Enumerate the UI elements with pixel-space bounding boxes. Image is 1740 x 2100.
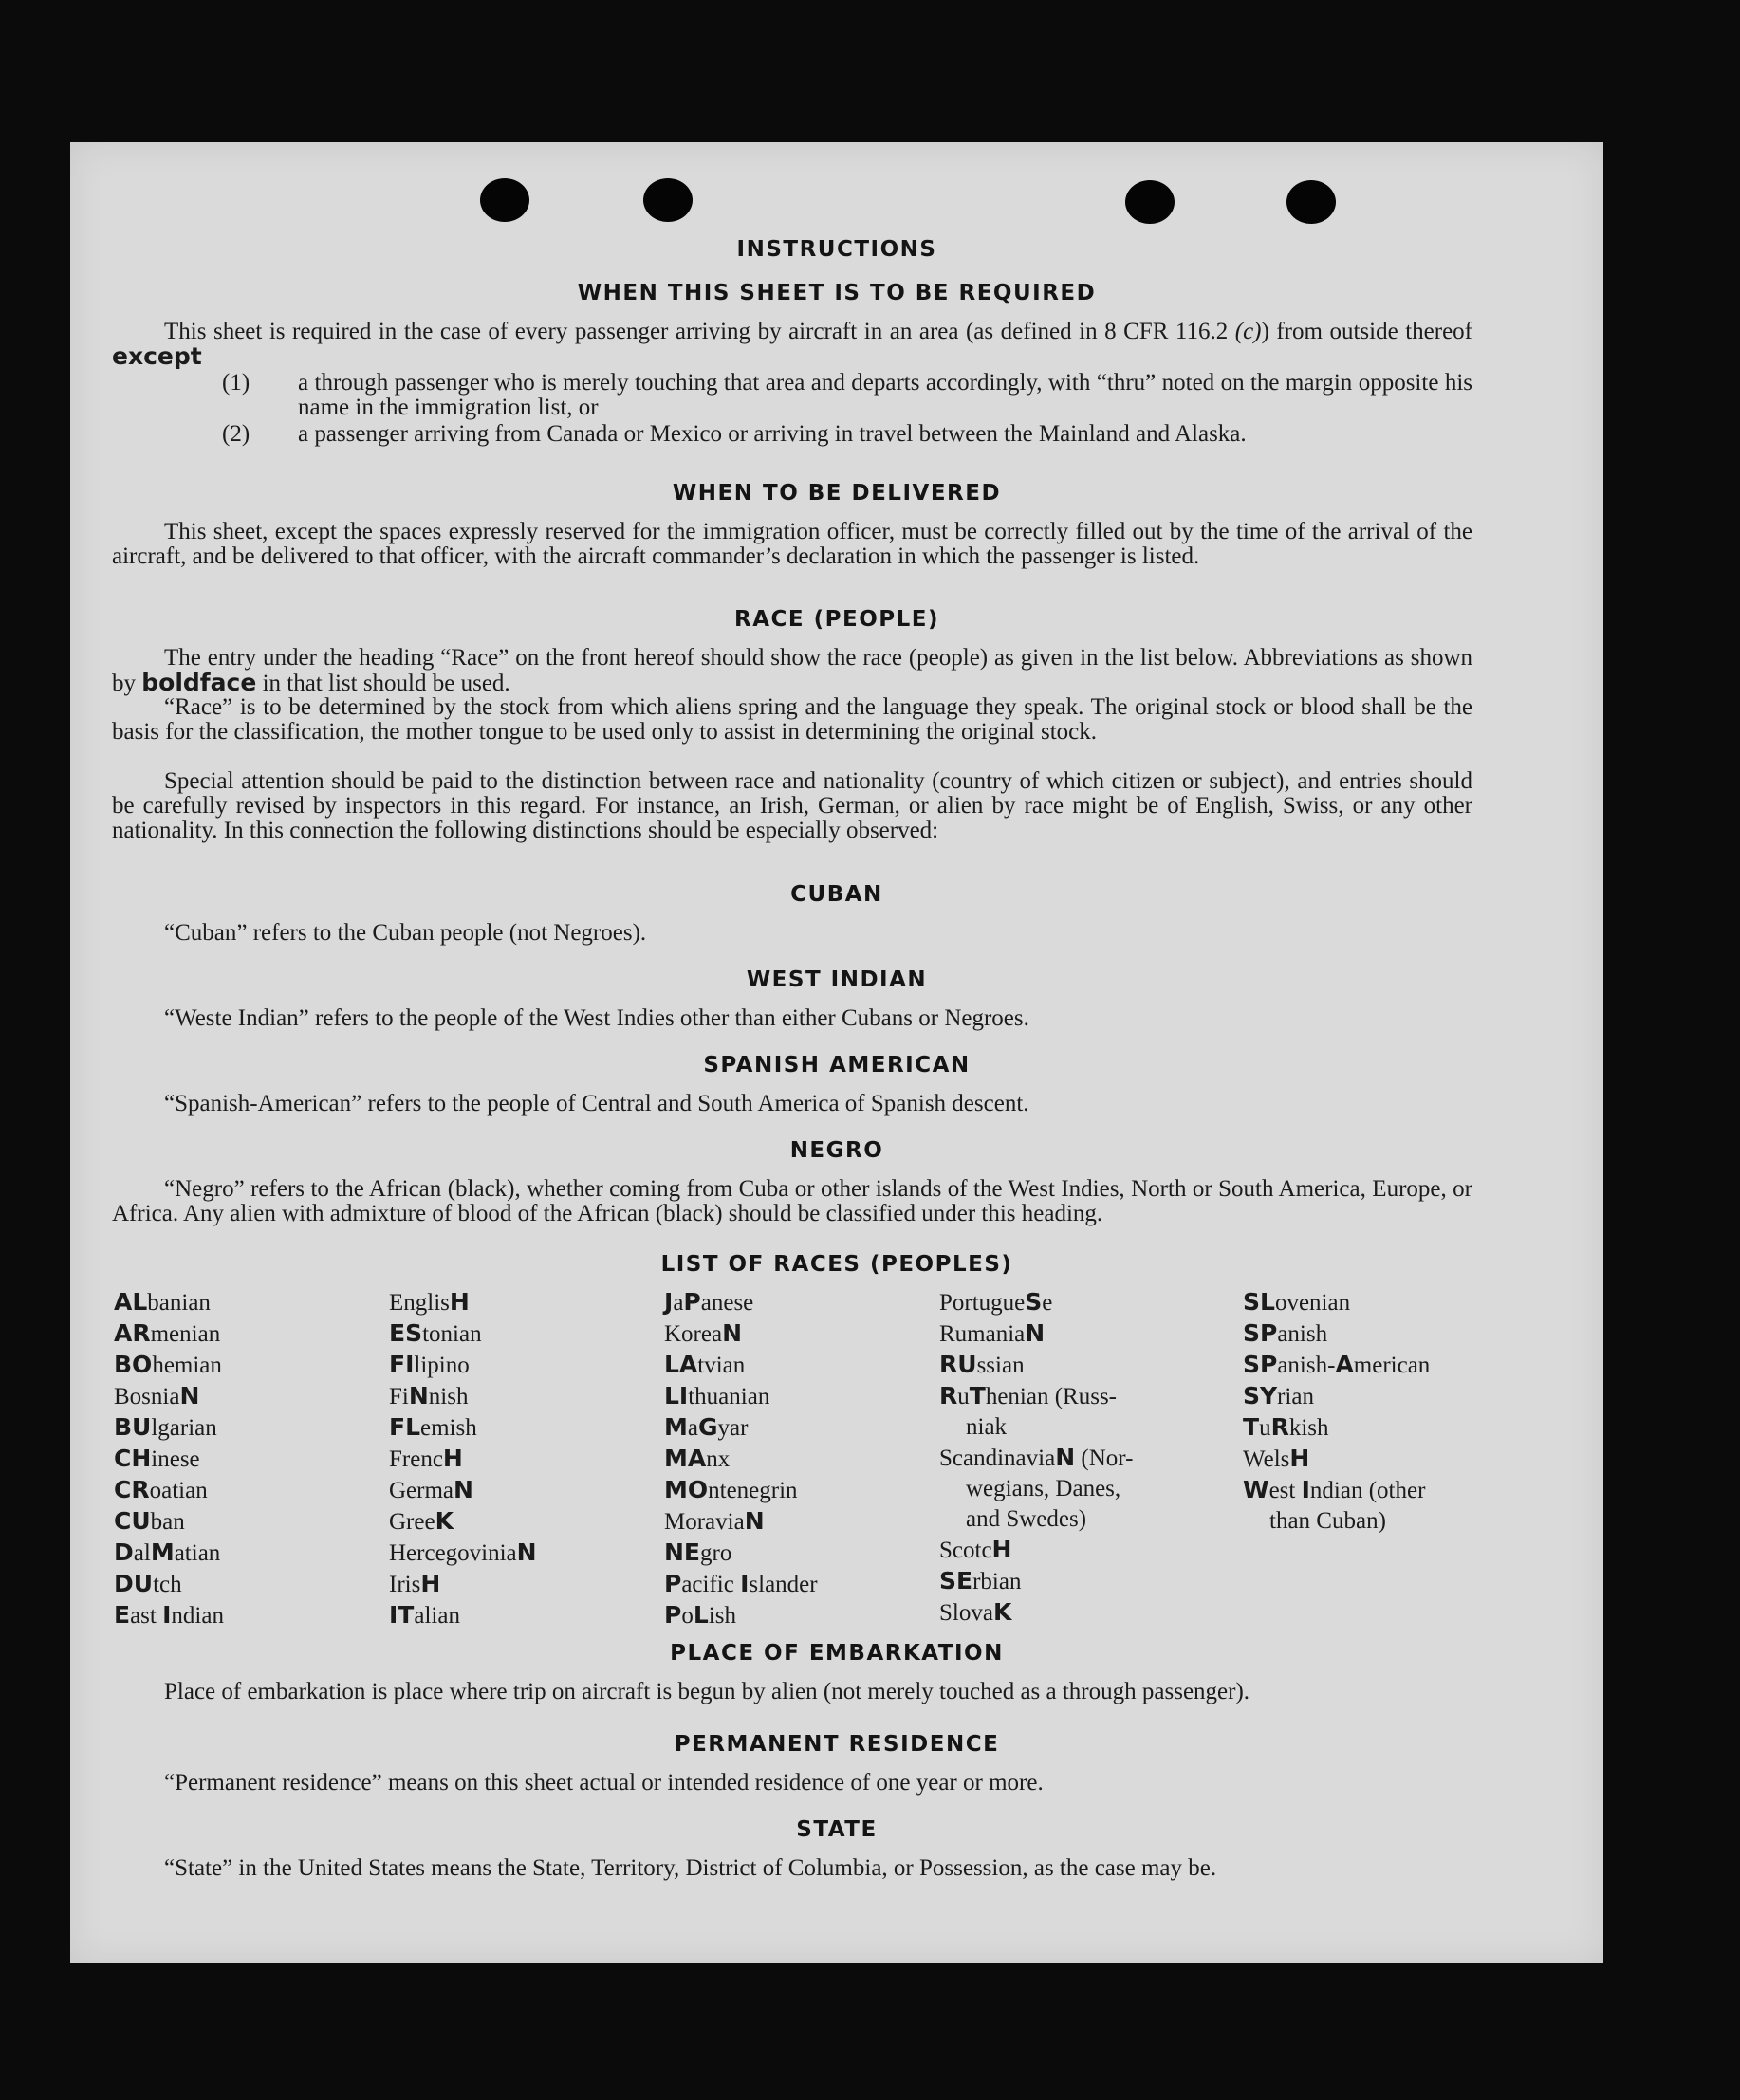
race-abbreviation: MA <box>664 1445 707 1472</box>
race-entry <box>389 1444 537 1475</box>
race-name-text: emish <box>420 1415 477 1441</box>
race-name-text: and Swedes) <box>966 1506 1087 1532</box>
race-abbreviation: FI <box>389 1351 415 1378</box>
race-abbreviation: P <box>664 1601 682 1629</box>
punch-hole <box>1286 180 1336 224</box>
race-name-text: nx <box>706 1446 731 1472</box>
race-abbreviation: AR <box>114 1319 151 1347</box>
race-abbreviation: AL <box>114 1288 148 1316</box>
race-entry <box>114 1444 224 1475</box>
race-entry <box>389 1475 537 1506</box>
race-name-text: anese <box>700 1290 754 1316</box>
race-abbreviation: N <box>516 1538 537 1566</box>
race-abbreviation: N <box>454 1476 473 1503</box>
race-entry <box>939 1535 1133 1566</box>
race-entry <box>1243 1444 1430 1475</box>
race-name-text: rbian <box>972 1569 1022 1594</box>
race-name-text: slander <box>749 1572 818 1597</box>
punch-hole <box>480 178 529 222</box>
state-heading: STATE <box>796 1817 878 1842</box>
race-entry <box>664 1412 818 1444</box>
race-entry <box>389 1318 537 1350</box>
race-name-text: al <box>133 1540 151 1566</box>
race-abbreviation: SP <box>1243 1351 1278 1378</box>
race-entry <box>664 1381 818 1412</box>
race-name-text: lipino <box>414 1353 470 1378</box>
embarkation-paragraph: Place of embarkation is place where trip on aircraft is begun by alien (not merely touched as a through passenger). <box>164 1679 1250 1704</box>
race-name-text: ovenian <box>1274 1290 1351 1316</box>
cfr-reference: (c) <box>1234 319 1262 344</box>
race-name-text: ast <box>130 1603 163 1629</box>
race-entry <box>1243 1475 1430 1506</box>
required-intro: This sheet is required in the case of every passenger arriving by aircraft in an area (as defined in 8 CFR 116.2 <box>164 319 1235 344</box>
state-paragraph: “State” in the United States means the State, Territory, District of Columbia, or Possession, as the case may be. <box>164 1855 1217 1881</box>
race-name-text: inese <box>151 1446 200 1472</box>
race-name-text: banian <box>147 1290 211 1316</box>
race-entry <box>1243 1350 1430 1381</box>
spanish-american-heading: SPANISH AMERICAN <box>703 1053 971 1078</box>
document-sheet <box>70 142 1603 1963</box>
residence-paragraph: “Permanent residence” means on this sheet actual or intended residence of one year or more. <box>164 1770 1044 1796</box>
race-entry <box>114 1506 224 1538</box>
race-abbreviation: N <box>1055 1444 1076 1471</box>
delivered-paragraph: This sheet, except the spaces expressly reserved for the immigration officer, must be correctly filled out by the time of the arrival of the aircraft, and be delivered to that officer, with the aircraft commander’s declaration in which the passenger is listed. <box>112 519 1472 569</box>
list-of-races-heading: LIST OF RACES (PEOPLES) <box>660 1252 1013 1277</box>
race-name-text: Portugue <box>939 1290 1026 1316</box>
race-entry <box>1243 1412 1430 1444</box>
race-entry <box>389 1381 537 1412</box>
race-entry <box>389 1569 537 1600</box>
race-abbreviation: K <box>992 1598 1012 1626</box>
race-abbreviation: FL <box>389 1413 421 1441</box>
when-required-heading: WHEN THIS SHEET IS TO BE REQUIRED <box>577 281 1097 305</box>
race-name-text: than Cuban) <box>1269 1508 1386 1534</box>
race-name-text: merican <box>1353 1353 1431 1378</box>
race-entry <box>664 1287 818 1318</box>
cuban-heading: CUBAN <box>790 882 883 907</box>
race-abbreviation: N <box>179 1382 200 1409</box>
race-abbreviation: DU <box>114 1570 154 1597</box>
race-entry <box>939 1381 1133 1412</box>
race-name-text: Germa <box>389 1478 454 1503</box>
race-name-text: tonian <box>422 1321 482 1347</box>
west-indian-heading: WEST INDIAN <box>746 967 928 992</box>
race-name-text: hemian <box>152 1353 222 1378</box>
race-entry <box>389 1412 537 1444</box>
race-entry <box>664 1538 818 1569</box>
race-name-text: tch <box>153 1572 182 1597</box>
race-p1-text: The entry under the heading “Race” on the front hereof should show the race (people) as given in the list below. Abbreviations as shown by <box>112 645 1472 696</box>
race-name-text: oatian <box>149 1478 208 1503</box>
race-name-text: nish <box>428 1384 469 1409</box>
race-entry <box>389 1506 537 1538</box>
race-abbreviation: J <box>664 1288 674 1316</box>
race-abbreviation: RU <box>939 1351 977 1378</box>
race-name-text: tvian <box>697 1353 746 1378</box>
item-number: (1) <box>222 370 250 396</box>
race-entry <box>939 1597 1133 1629</box>
race-name-text: Wels <box>1243 1446 1290 1472</box>
race-name-text: acific <box>681 1572 741 1597</box>
race-entry <box>664 1475 818 1506</box>
race-name-text: a <box>673 1290 684 1316</box>
race-entry <box>664 1318 818 1350</box>
race-abbreviation: L <box>693 1601 709 1629</box>
race-abbreviation: D <box>114 1538 134 1566</box>
race-abbreviation: P <box>683 1288 701 1316</box>
race-abbreviation: M <box>150 1538 175 1566</box>
race-name-text: a <box>687 1415 698 1441</box>
spanish-american-paragraph: “Spanish-American” refers to the people of Central and South America of Spanish descent. <box>164 1091 1029 1116</box>
race-name-text: ntenegrin <box>708 1478 798 1503</box>
race-name-text: (Nor- <box>1075 1446 1134 1471</box>
race-abbreviation: W <box>1243 1476 1269 1503</box>
race-abbreviation: T <box>969 1382 986 1409</box>
race-abbreviation: H <box>420 1570 441 1597</box>
race-name-text: rian <box>1277 1384 1314 1409</box>
item-number: (2) <box>222 421 250 447</box>
race-paragraph-3: Special attention should be paid to the distinction between race and nationality (country of which citizen or subject), and entries should be carefully revised by inspectors in this regard. For instance, an Irish, German, or alien by race might be of English, Swiss, or any other nationality. In this connection the following distinctions should be especially observed: <box>112 768 1472 843</box>
required-paragraph <box>112 320 1472 370</box>
race-name-text: Englis <box>389 1290 450 1316</box>
race-name-text: ndian (other <box>1309 1478 1426 1503</box>
races-column-2 <box>389 1287 537 1631</box>
race-name-text: yar <box>717 1415 749 1441</box>
race-abbreviation: R <box>939 1382 958 1409</box>
race-entry <box>114 1350 224 1381</box>
race-entry <box>114 1569 224 1600</box>
race-paragraph-1 <box>112 646 1472 696</box>
race-entry <box>1243 1287 1430 1318</box>
race-name-text: Hercegovinia <box>389 1540 517 1566</box>
race-abbreviation: BU <box>114 1413 152 1441</box>
race-abbreviation: H <box>442 1445 463 1472</box>
race-abbreviation: N <box>722 1319 743 1347</box>
race-entry-continuation <box>1243 1506 1430 1537</box>
race-entry <box>1243 1381 1430 1412</box>
race-name-text: ban <box>150 1509 185 1535</box>
race-abbreviation: I <box>740 1570 750 1597</box>
race-name-text: Rumania <box>939 1321 1026 1347</box>
race-name-text: lgarian <box>151 1415 217 1441</box>
race-entry <box>114 1318 224 1350</box>
race-abbreviation: S <box>1025 1288 1043 1316</box>
negro-heading: NEGRO <box>789 1138 884 1163</box>
race-p1-tail: in that list should be used. <box>256 671 510 696</box>
race-abbreviation: H <box>449 1288 470 1316</box>
race-abbreviation: P <box>664 1570 682 1597</box>
race-entry <box>664 1600 818 1631</box>
races-column-1 <box>114 1287 224 1631</box>
race-name-text: alian <box>414 1603 460 1629</box>
race-entry <box>114 1412 224 1444</box>
race-abbreviation: ES <box>389 1319 423 1347</box>
race-entry <box>664 1506 818 1538</box>
race-entry <box>114 1475 224 1506</box>
race-abbreviation: N <box>744 1507 765 1535</box>
race-name-text: Frenc <box>389 1446 443 1472</box>
race-entry-continuation <box>939 1474 1133 1504</box>
race-abbreviation: M <box>664 1413 688 1441</box>
race-entry <box>114 1600 224 1631</box>
race-name-text: gro <box>700 1540 732 1566</box>
race-entry <box>664 1350 818 1381</box>
race-abbreviation: BO <box>114 1351 153 1378</box>
race-abbreviation: MO <box>664 1476 709 1503</box>
race-name-text: u <box>957 1384 970 1409</box>
race-paragraph-2: “Race” is to be determined by the stock from which aliens spring and the language they speak. The original stock or blood shall be the basis for the classification, the mother tongue to be used only to assist in determining the original stock. <box>112 694 1472 745</box>
race-name-text: thuanian <box>688 1384 770 1409</box>
race-abbreviation: SL <box>1243 1288 1275 1316</box>
race-name-text: kish <box>1288 1415 1329 1441</box>
race-abbreviation: I <box>1301 1476 1310 1503</box>
race-abbreviation: NE <box>664 1538 701 1566</box>
punch-hole <box>643 178 693 222</box>
race-name-text: Scandinavia <box>939 1446 1056 1471</box>
embarkation-heading: PLACE OF EMBARKATION <box>670 1641 1004 1666</box>
race-entry <box>389 1600 537 1631</box>
negro-paragraph: “Negro” refers to the African (black), whether coming from Cuba or other islands of the West Indies, North or South America, Europe, or Africa. Any alien with admixture of blood of the African (black) should be classified under this heading. <box>112 1176 1472 1226</box>
race-abbreviation: N <box>408 1382 429 1409</box>
race-abbreviation: SY <box>1243 1382 1278 1409</box>
race-name-text: est <box>1268 1478 1302 1503</box>
race-abbreviation: CR <box>114 1476 150 1503</box>
race-entry <box>389 1350 537 1381</box>
item-text: a through passenger who is merely touching that area and departs accordingly, with “thru” noted on the margin opposite his name in the immigration list, or <box>298 370 1472 420</box>
race-entry <box>389 1538 537 1569</box>
race-heading: RACE (PEOPLE) <box>734 607 939 632</box>
cuban-paragraph: “Cuban” refers to the Cuban people (not Negroes). <box>164 920 647 946</box>
race-entry-continuation <box>939 1504 1133 1535</box>
race-name-text: Slova <box>939 1600 993 1626</box>
west-indian-paragraph: “Weste Indian” refers to the people of the West Indies other than either Cubans or Negroes. <box>164 1005 1029 1031</box>
race-entry <box>114 1287 224 1318</box>
race-name-text: Fi <box>389 1384 409 1409</box>
race-name-text: ndian <box>171 1603 224 1629</box>
race-entry <box>1243 1318 1430 1350</box>
race-entry <box>939 1350 1133 1381</box>
race-name-text: Bosnia <box>114 1384 180 1409</box>
race-entry <box>664 1569 818 1600</box>
race-abbreviation: LI <box>664 1382 689 1409</box>
race-name-text: henian (Russ- <box>985 1384 1117 1409</box>
race-name-text: u <box>1259 1415 1271 1441</box>
race-name-text: anish <box>1277 1321 1328 1347</box>
race-name-text: Moravia <box>664 1509 745 1535</box>
required-intro-tail: ) from outside thereof <box>1261 319 1472 344</box>
race-entry <box>939 1287 1133 1318</box>
race-name-text: ssian <box>976 1353 1025 1378</box>
race-entry <box>114 1538 224 1569</box>
race-name-text: atian <box>174 1540 221 1566</box>
when-delivered-heading: WHEN TO BE DELIVERED <box>672 481 1002 506</box>
race-name-text: ish <box>708 1603 736 1629</box>
race-abbreviation: K <box>435 1507 454 1535</box>
race-entry <box>114 1381 224 1412</box>
race-name-text: niak <box>966 1414 1008 1440</box>
race-abbreviation: T <box>1243 1413 1260 1441</box>
race-name-text: menian <box>150 1321 221 1347</box>
race-name-text: e <box>1042 1290 1053 1316</box>
race-abbreviation: E <box>114 1601 131 1629</box>
residence-heading: PERMANENT RESIDENCE <box>674 1732 1000 1757</box>
race-abbreviation: CU <box>114 1507 151 1535</box>
item-text: a passenger arriving from Canada or Mexico or arriving in travel between the Mainland and Alaska. <box>298 421 1247 447</box>
race-abbreviation: CH <box>114 1445 152 1472</box>
race-abbreviation: I <box>162 1601 172 1629</box>
instructions-heading: INSTRUCTIONS <box>736 237 937 262</box>
race-name-text: o <box>681 1603 694 1629</box>
race-abbreviation: G <box>698 1413 718 1441</box>
races-column-5 <box>1243 1287 1430 1537</box>
boldface-word: boldface <box>141 669 257 696</box>
exception-item-1 <box>222 371 1472 420</box>
races-column-3 <box>664 1287 818 1631</box>
race-name-text: Gree <box>389 1509 435 1535</box>
punch-hole <box>1125 180 1175 224</box>
race-abbreviation: LA <box>664 1351 698 1378</box>
races-column-4 <box>939 1287 1133 1629</box>
race-name-text: Iris <box>389 1572 421 1597</box>
race-abbreviation: A <box>1335 1351 1354 1378</box>
race-abbreviation: N <box>1025 1319 1046 1347</box>
race-abbreviation: H <box>991 1536 1012 1563</box>
race-name-text: Korea <box>664 1321 723 1347</box>
race-entry <box>389 1287 537 1318</box>
race-entry-continuation <box>939 1412 1133 1443</box>
race-name-text: wegians, Danes, <box>966 1476 1121 1501</box>
except-word: except <box>112 342 202 370</box>
race-abbreviation: SE <box>939 1567 973 1594</box>
exception-item-2 <box>222 422 1472 447</box>
race-entry <box>939 1566 1133 1597</box>
race-entry <box>664 1444 818 1475</box>
race-entry <box>939 1318 1133 1350</box>
race-abbreviation: SP <box>1243 1319 1278 1347</box>
race-entry <box>939 1443 1133 1474</box>
race-abbreviation: R <box>1270 1413 1289 1441</box>
race-name-text: Scotc <box>939 1538 992 1563</box>
race-name-text: anish- <box>1277 1353 1336 1378</box>
race-abbreviation: H <box>1289 1445 1310 1472</box>
race-abbreviation: IT <box>389 1601 415 1629</box>
